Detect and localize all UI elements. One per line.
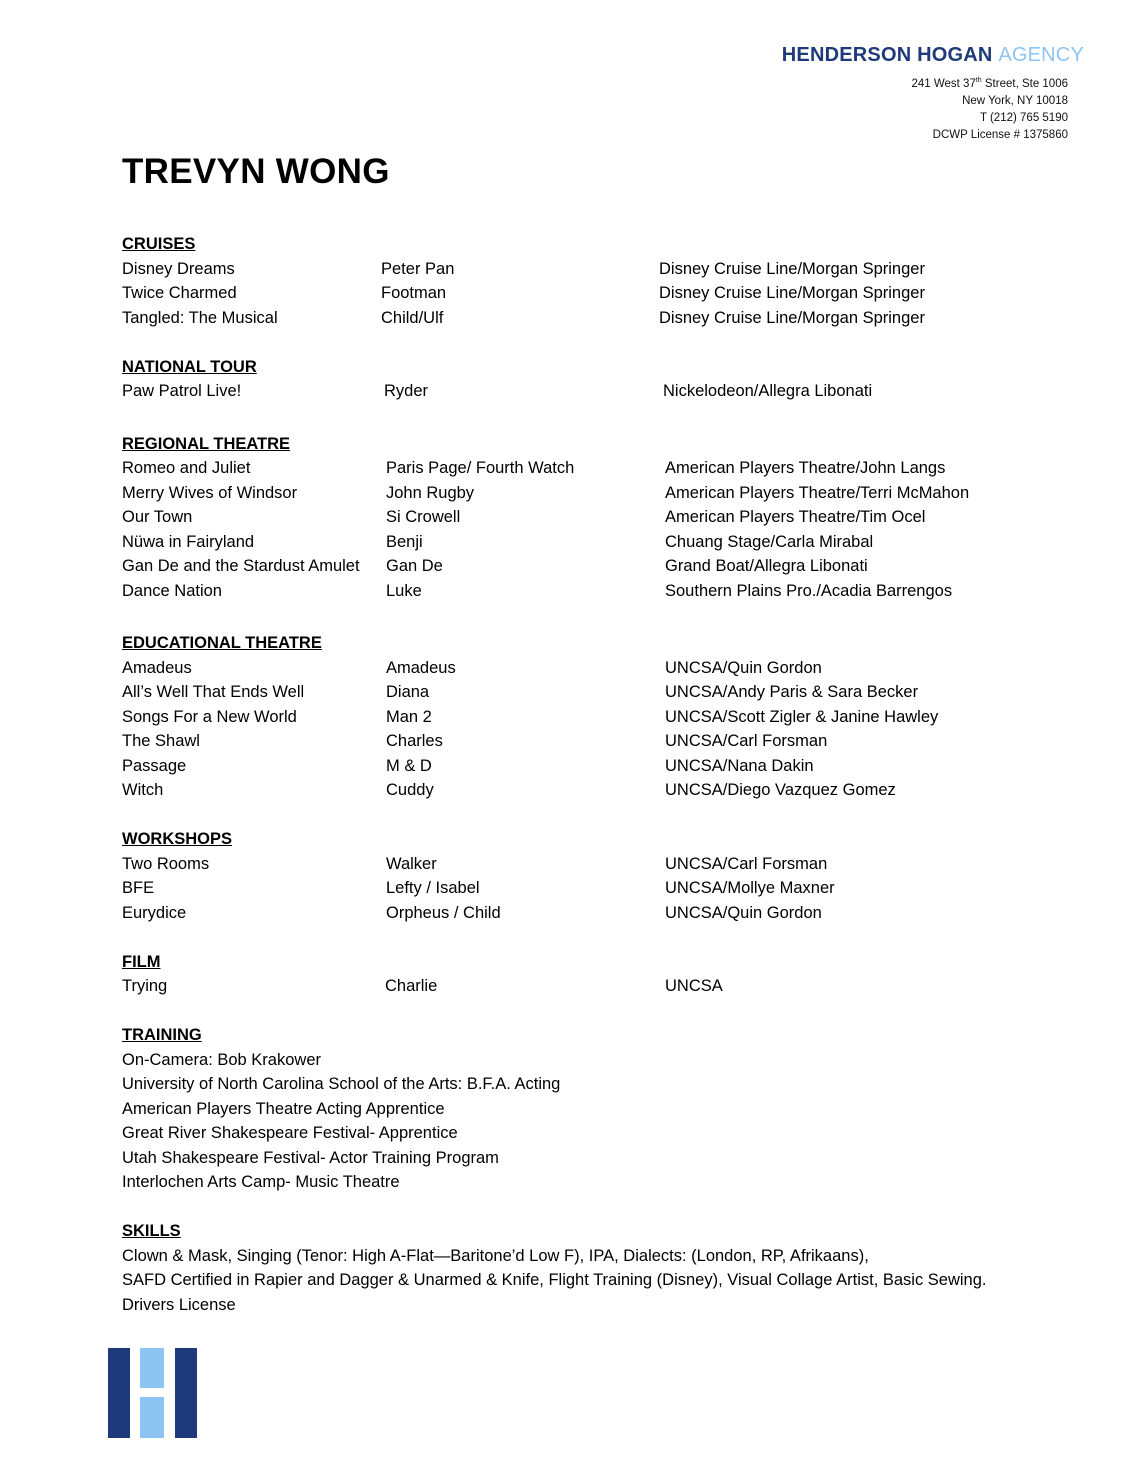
credit-row	[122, 656, 1082, 681]
credit-title: Gan De and the Stardust Amulet	[122, 557, 360, 575]
credit-company: UNCSA	[665, 977, 723, 995]
credit-company: Disney Cruise Line/Morgan Springer	[659, 284, 925, 302]
credit-title: Our Town	[122, 508, 193, 526]
credit-company: UNCSA/Carl Forsman	[665, 854, 828, 873]
credit-row	[122, 852, 1082, 877]
list-item: On-Camera: Bob Krakower	[122, 1050, 321, 1069]
section-film	[122, 950, 1082, 999]
credit-row	[122, 257, 1082, 282]
agency-name-primary: HENDERSON HOGAN	[781, 44, 993, 66]
credit-company: Grand Boat/Allegra Libonati	[665, 557, 868, 575]
section-heading: TRAINING	[122, 1026, 202, 1044]
section-heading: NATIONAL TOUR	[122, 357, 257, 376]
credit-title: Romeo and Juliet	[122, 459, 251, 477]
list-item: University of North Carolina School of the Arts: B.F.A. Acting	[122, 1075, 561, 1093]
credit-title: Amadeus	[122, 658, 192, 677]
credit-role: Walker	[386, 854, 437, 873]
credit-title: Merry Wives of Windsor	[122, 483, 298, 502]
credit-row	[122, 876, 1082, 901]
section-skills	[122, 1219, 1082, 1317]
credit-row	[122, 680, 1082, 705]
credit-role: Man 2	[386, 707, 432, 726]
agency-name	[782, 43, 1084, 67]
section-educational-theatre	[122, 631, 1082, 803]
credit-role: Lefty / Isabel	[386, 879, 480, 897]
credit-company: UNCSA/Andy Paris & Sara Becker	[665, 683, 919, 701]
credit-title: Dance Nation	[122, 581, 222, 600]
credit-role: Paris Page/ Fourth Watch	[386, 459, 575, 477]
credit-row	[122, 974, 1082, 999]
credit-row	[122, 379, 1082, 404]
agency-phone: T (212) 765 5190	[979, 111, 1068, 124]
performer-name: TREVYN WONG	[122, 152, 390, 191]
credit-role: Gan De	[386, 557, 443, 575]
agency-contact	[782, 72, 1068, 144]
credit-row	[122, 901, 1082, 926]
credit-role: Footman	[381, 284, 447, 302]
credit-row	[122, 579, 1082, 604]
credit-role: Charles	[386, 732, 443, 750]
credit-company: UNCSA/Nana Dakin	[665, 756, 814, 775]
section-cruises	[122, 232, 1082, 330]
agency-logo-icon	[108, 1348, 197, 1438]
credit-company: UNCSA/Quin Gordon	[665, 658, 822, 677]
credit-row	[122, 505, 1082, 530]
list-item: Interlochen Arts Camp- Music Theatre	[122, 1173, 400, 1191]
credit-title: All’s Well That Ends Well	[122, 683, 305, 701]
credit-role: Diana	[386, 683, 430, 701]
credit-title: The Shawl	[122, 732, 200, 750]
credit-role: Child/Ulf	[381, 308, 444, 327]
credit-role: M & D	[386, 756, 432, 775]
credit-title: Passage	[122, 756, 187, 775]
credit-title: Witch	[122, 781, 164, 799]
agency-license: DCWP License # 1375860	[932, 128, 1068, 141]
credit-company: Southern Plains Pro./Acadia Barrengos	[665, 581, 953, 600]
credit-role: John Rugby	[386, 483, 475, 502]
credit-company: UNCSA/Diego Vazquez Gomez	[665, 781, 896, 799]
section-heading: REGIONAL THEATRE	[122, 434, 291, 453]
credit-title: Tangled: The Musical	[122, 308, 278, 327]
agency-address-line1: 241 West 37th Street, Ste 1006	[911, 77, 1068, 90]
credit-title: Nüwa in Fairyland	[122, 532, 255, 551]
credit-title: Twice Charmed	[122, 284, 237, 302]
credit-company: UNCSA/Scott Zigler & Janine Hawley	[665, 707, 939, 726]
resume-body	[122, 232, 1082, 1342]
credit-row	[122, 705, 1082, 730]
list-item: Utah Shakespeare Festival- Actor Training Program	[122, 1148, 499, 1167]
credit-role: Benji	[386, 532, 423, 551]
section-heading: SKILLS	[122, 1222, 181, 1240]
agency-name-secondary: AGENCY	[998, 44, 1084, 66]
credit-company: Disney Cruise Line/Morgan Springer	[659, 308, 925, 327]
credit-row	[122, 281, 1082, 306]
list-item: Great River Shakespeare Festival- Apprentice	[122, 1124, 458, 1142]
section-heading: EDUCATIONAL THEATRE	[122, 634, 322, 652]
credit-company: Nickelodeon/Allegra Libonati	[663, 382, 873, 400]
section-training	[122, 1023, 1082, 1195]
list-item: American Players Theatre Acting Apprentice	[122, 1099, 445, 1118]
credit-title: Two Rooms	[122, 854, 210, 873]
credit-role: Cuddy	[386, 781, 434, 799]
credit-role: Charlie	[385, 977, 438, 995]
credit-title: Trying	[122, 977, 168, 995]
section-heading: FILM	[122, 952, 161, 971]
list-item: Clown & Mask, Singing (Tenor: High A-Flat—Baritone’d Low F), IPA, Dialects: (London, RP, Afrikaans),	[122, 1246, 869, 1265]
credit-company: UNCSA/Quin Gordon	[665, 903, 822, 922]
credit-role: Peter Pan	[381, 259, 455, 278]
credit-role: Ryder	[384, 382, 429, 400]
credit-row	[122, 778, 1082, 803]
credit-company: UNCSA/Mollye Maxner	[665, 879, 835, 897]
credit-title: Paw Patrol Live!	[122, 382, 242, 400]
credit-row	[122, 729, 1082, 754]
section-regional-theatre	[122, 432, 1082, 604]
section-heading: WORKSHOPS	[122, 830, 233, 848]
credit-company: American Players Theatre/Tim Ocel	[665, 508, 926, 526]
credit-role: Orpheus / Child	[386, 903, 501, 922]
section-workshops	[122, 827, 1082, 925]
credit-title: Songs For a New World	[122, 707, 297, 726]
section-national-tour	[122, 355, 1082, 404]
credit-row	[122, 306, 1082, 331]
credit-company: Disney Cruise Line/Morgan Springer	[659, 259, 925, 278]
credit-title: BFE	[122, 879, 155, 897]
credit-title: Disney Dreams	[122, 259, 235, 278]
credit-company: Chuang Stage/Carla Mirabal	[665, 532, 874, 551]
credit-company: UNCSA/Carl Forsman	[665, 732, 828, 750]
credit-company: American Players Theatre/Terri McMahon	[665, 483, 970, 502]
credit-row	[122, 456, 1082, 481]
agency-header	[782, 43, 1084, 144]
list-item: Drivers License	[122, 1295, 236, 1314]
credit-row	[122, 754, 1082, 779]
credit-title: Eurydice	[122, 903, 187, 922]
list-item: SAFD Certified in Rapier and Dagger & Unarmed & Knife, Flight Training (Disney), Visual Collage Artist, Basic Sewing.	[122, 1271, 987, 1289]
credit-role: Si Crowell	[386, 508, 461, 526]
agency-address-line2: New York, NY 10018	[962, 94, 1068, 107]
credit-row	[122, 481, 1082, 506]
credit-company: American Players Theatre/John Langs	[665, 459, 946, 477]
credit-row	[122, 554, 1082, 579]
section-heading: CRUISES	[122, 235, 196, 253]
credit-role: Luke	[386, 581, 422, 600]
credit-role: Amadeus	[386, 658, 456, 677]
credit-row	[122, 530, 1082, 555]
